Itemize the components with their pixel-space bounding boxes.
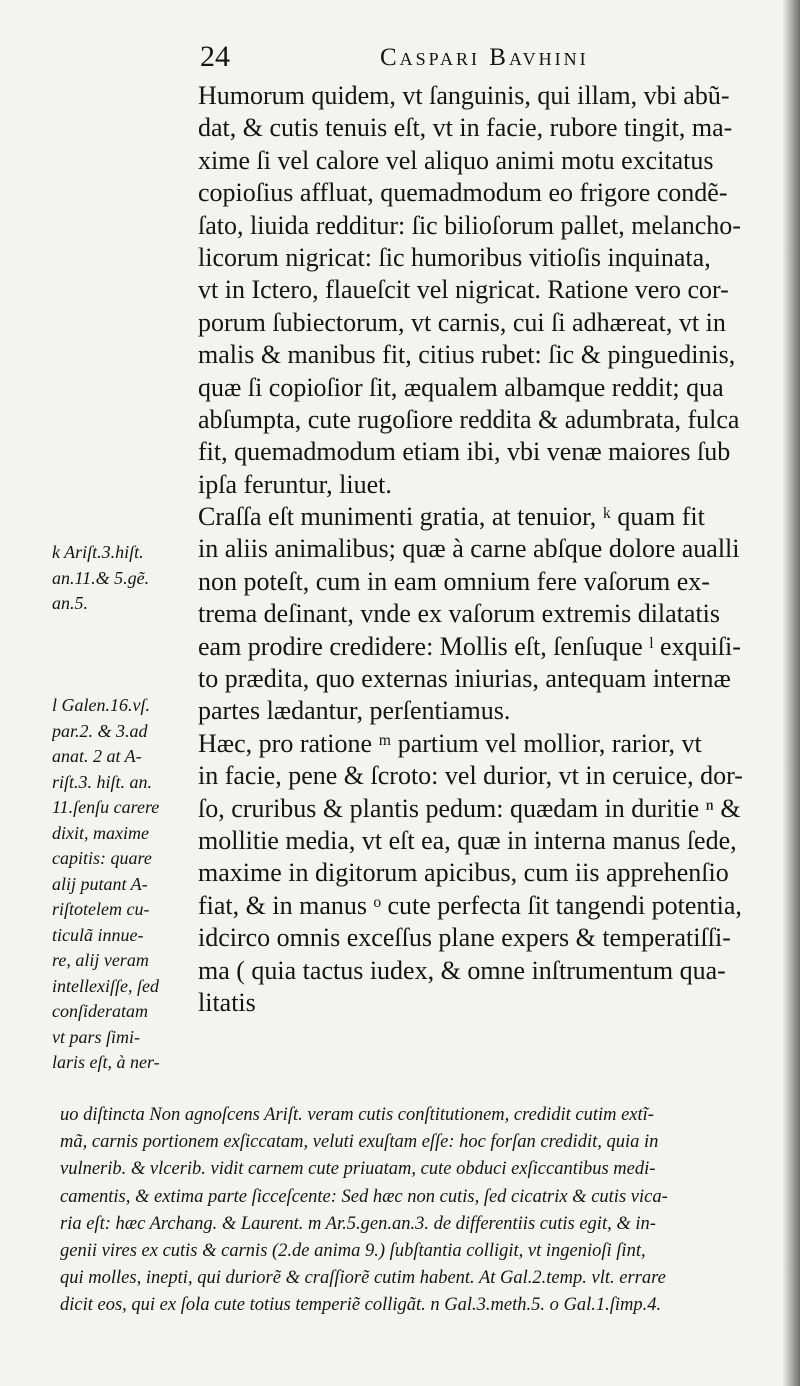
- text-line: eam prodire credidere: Mollis eſt, ſenſuque ˡ exquiſi-: [198, 631, 741, 661]
- margin-note-line: [52, 642, 200, 668]
- margin-note-line: riſt.3. hiſt. an.: [52, 771, 153, 792]
- margin-note-line: laris eſt, à ner-: [52, 1052, 160, 1072]
- margin-note-line: [52, 668, 200, 694]
- text-line: xime ſi vel calore vel aliquo animi motu excitatus: [198, 145, 714, 175]
- margin-note-line: par.2. & 3.ad: [52, 720, 148, 741]
- text-line: litatis: [198, 987, 256, 1017]
- text-line: Craſſa eſt munimenti gratia, at tenuior, ᵏ quam fit: [198, 502, 705, 532]
- text-line: maxime in digitorum apicibus, cum iis apprehenſio: [198, 858, 729, 888]
- text-line: Humorum quidem, vt ſanguinis, qui illam, vbi abũ-: [198, 81, 730, 110]
- text-line: dat, & cutis tenuis eſt, vt in facie, rubore tingit, ma-: [198, 113, 733, 143]
- margin-note-line: anat. 2 at A-: [52, 746, 142, 766]
- text-line: copioſius affluat, quemadmodum eo frigore condẽ-: [198, 178, 728, 208]
- footnote-line: genii vires ex cutis & carnis (2.de anima 9.) ſubſtantia colligit, vt ingenioſi ſint,: [60, 1240, 646, 1261]
- text-line: in facie, pene & ſcroto: vel durior, vt in ceruice, dor-: [198, 761, 743, 791]
- margin-note-line: intellexiſſe, ſed: [52, 975, 159, 996]
- text-line: quæ ſi copioſior ſit, æqualem albamque reddit; qua: [198, 372, 724, 402]
- text-line: ma ( quia tactus iudex, & omne inſtrumentum qua-: [198, 955, 726, 985]
- text-line: idcirco omnis exceſſus plane expers & temperatiſſi-: [198, 923, 731, 953]
- running-head: Caspari Bavhini: [380, 44, 589, 71]
- footnote-line: camentis, & extima parte ſicceſcente: Sed hæc non cutis, ſed cicatrix & cutis vica-: [60, 1186, 668, 1207]
- margin-note-line: conſideratam: [52, 1001, 148, 1021]
- margin-note-line: riſtotelem cu-: [52, 899, 150, 919]
- margin-note-line: l Galen.16.vſ.: [52, 695, 150, 715]
- margin-note-line: 11.ſenſu carere: [52, 797, 160, 817]
- margin-note-line: k Ariſt.3.hiſt.: [52, 542, 144, 562]
- text-line: malis & manibus fit, citius rubet: ſic & pinguedinis,: [198, 340, 736, 370]
- text-line: ſo, cruribus & plantis pedum: quædam in duritie ⁿ &: [198, 793, 741, 823]
- text-line: ſato, liuida redditur: ſic bilioſorum pallet, melancho-: [198, 210, 741, 240]
- footnote-line: mã, carnis portionem exſiccatam, veluti exuſtam eſſe: hoc forſan credidit, quia in: [60, 1132, 659, 1153]
- text-line: vt in Ictero, flaueſcit vel nigricat. Ratione vero cor-: [198, 275, 729, 305]
- text-line: partes lædantur, perſentiamus.: [198, 696, 511, 726]
- footnote-line: dicit eos, qui ex ſola cute totius temperiẽ colligãt. n Gal.3.meth.5. o Gal.1.ſimp.4.: [60, 1295, 662, 1316]
- text-line: fiat, & in manus ᵒ cute perfecta ſit tangendi potentia,: [198, 890, 742, 920]
- text-line: porum ſubiectorum, vt carnis, cui ſi adhæreat, vt in: [198, 307, 726, 337]
- main-text-block: [198, 80, 798, 1019]
- page-number: 24: [200, 40, 230, 73]
- margin-note-line: alij putant A-: [52, 873, 148, 894]
- footnote-line: vulnerib. & vlcerib. vidit carnem cute priuatam, cute obduci exſiccantibus medi-: [60, 1159, 656, 1180]
- text-line: to prædita, quo externas iniurias, antequam internæ: [198, 664, 731, 694]
- footnote-line: qui molles, inepti, qui duriorẽ & craſſiorẽ cutim habent. At Gal.2.temp. vlt. errare: [60, 1268, 666, 1289]
- margin-note-line: [52, 617, 200, 643]
- text-line: in aliis animalibus; quæ à carne abſque dolore aualli: [198, 534, 740, 564]
- footnote-line: uo diſtincta Non agnoſcens Ariſt. veram cutis conſtitutionem, credidit cutim extĩ-: [60, 1105, 654, 1125]
- margin-note-line: re, alij veram: [52, 950, 149, 970]
- text-line: mollitie media, vt eſt ea, quæ in interna manus ſede,: [198, 825, 737, 855]
- margin-note-line: an.11.& 5.gẽ.: [52, 567, 150, 588]
- margin-note-line: dixit, maxime: [52, 822, 149, 843]
- margin-notes: [52, 540, 200, 1076]
- text-line: ipſa feruntur, liuet.: [198, 469, 392, 499]
- margin-note-line: capitis: quare: [52, 848, 152, 868]
- text-line: fit, quemadmodum etiam ibi, vbi venæ maiores ſub: [198, 437, 731, 467]
- margin-note-line: an.5.: [52, 593, 88, 613]
- text-line: licorum nigricat: ſic humoribus vitioſis inquinata,: [198, 242, 711, 272]
- margin-note-line: ticulã innue-: [52, 924, 144, 945]
- text-line: non poteſt, cum in eam omnium fere vaſorum ex-: [198, 566, 710, 596]
- footnote-line: ria eſt: hæc Archang. & Laurent. m Ar.5.gen.an.3. de differentiis cutis egit, & in-: [60, 1213, 656, 1234]
- page-header: [200, 40, 780, 80]
- text-line: Hæc, pro ratione ᵐ partium vel mollior, rarior, vt: [198, 728, 702, 758]
- text-line: abſumpta, cute rugoſiore reddita & adumbrata, fulca: [198, 404, 740, 434]
- text-line: trema deſinant, vnde ex vaſorum extremis dilatatis: [198, 599, 721, 629]
- margin-note-line: vt pars ſimi-: [52, 1026, 140, 1047]
- footnotes-block: [60, 1102, 795, 1320]
